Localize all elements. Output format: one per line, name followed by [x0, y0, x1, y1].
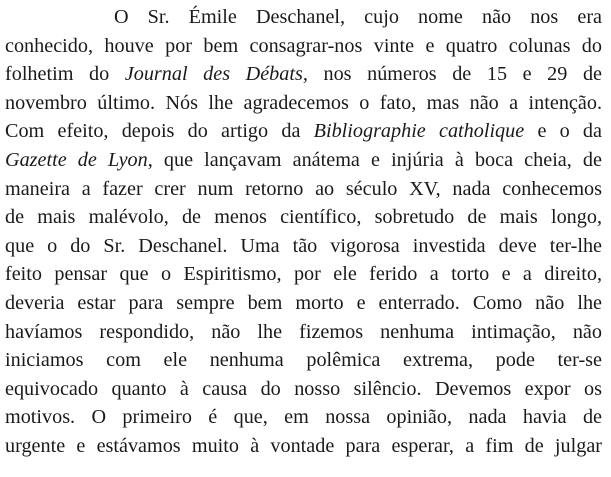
text-segment: deveria estar para sempre bem morto e enterrado. Como não lhe: [5, 291, 602, 314]
text-segment: equivocado quanto à causa do nosso silêncio. Devemos expor os: [5, 377, 602, 400]
text-line: [5, 318, 602, 347]
text-segment: iniciamos com ele nenhuma polêmica extrema, pode ter-se: [5, 349, 602, 372]
text-segment: maneira a fazer crer num retorno ao século XV, nada conhecemos: [5, 177, 602, 200]
text-segment: nos números de 15 e 29 de: [307, 63, 602, 86]
text-line: [5, 89, 602, 118]
italic-title: Gazette de Lyon: [5, 148, 148, 171]
text-line: [5, 375, 602, 404]
text-line: [5, 403, 602, 432]
text-segment: urgente e estávamos muito à vontade para esperar, a fim de julgar: [5, 434, 602, 457]
text-line: [5, 203, 602, 232]
italic-title: Journal des Débats,: [124, 63, 308, 86]
text-segment: novembro último. Nós lhe agradecemos o fato, mas não a intenção.: [5, 91, 602, 114]
text-line: [5, 32, 602, 61]
text-line: [5, 289, 602, 318]
text-line: [5, 432, 602, 461]
text-segment: Com efeito, depois do artigo da: [5, 120, 314, 143]
text-segment: folhetim do: [5, 63, 125, 86]
body-paragraph: [5, 3, 602, 461]
text-segment: feito pensar que o Espiritismo, por ele ferido a torto e a direito,: [5, 263, 602, 286]
text-line: [5, 260, 602, 289]
text-line: [5, 175, 602, 204]
text-segment: de mais malévolo, de menos científico, sobretudo de mais longo,: [5, 206, 602, 229]
text-segment: que o do Sr. Deschanel. Uma tão vigorosa investida deve ter-lhe: [5, 234, 602, 257]
text-line: [5, 346, 602, 375]
text-line: [5, 232, 602, 261]
text-segment: , que lançavam anátema e injúria à boca cheia, de: [147, 148, 602, 171]
text-segment: e o da: [524, 120, 602, 143]
text-segment: motivos. O primeiro é que, em nossa opinião, nada havia de: [5, 406, 602, 429]
italic-title: Bibliographie catholique: [313, 120, 525, 143]
text-segment: havíamos respondido, não lhe fizemos nenhuma intimação, não: [5, 320, 602, 343]
text-segment: conhecido, houve por bem consagrar-nos vinte e quatro colunas do: [5, 34, 602, 57]
text-line: [5, 3, 602, 32]
text-line: [5, 117, 602, 146]
text-line: [5, 60, 602, 89]
text-line: [5, 146, 602, 175]
text-segment: O Sr. Émile Deschanel, cujo nome não nos era: [114, 6, 602, 28]
